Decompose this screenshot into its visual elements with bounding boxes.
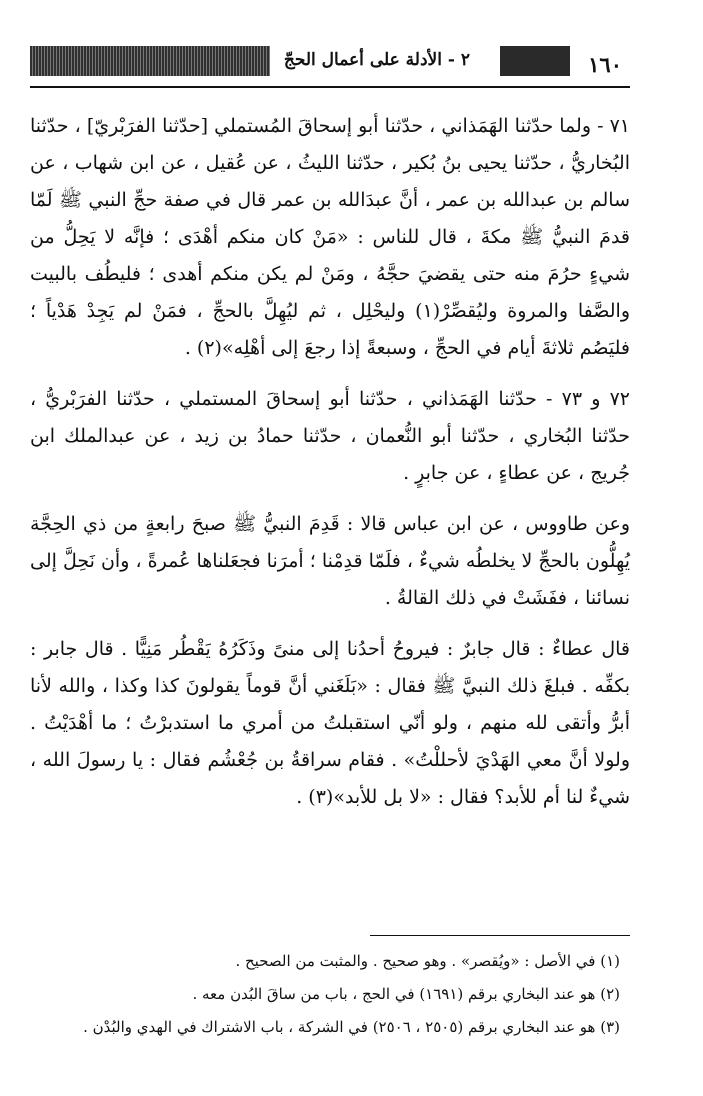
footnote-rule (370, 935, 630, 936)
paragraph-hadith-72-73-isnad: ٧٢ و ٧٣ - حدّثنا الهَمَذاني ، حدّثنا أبو إسحاقَ المستملي ، حدّثنا الفرَبْريُّ ، حدّثنا البُخاري ، حدّثنا أبو النُّعمان ، حدّثنا حمادُ بن زيد ، عن عبدالملك ابن جُريج ، عن عطاءٍ ، عن جابرٍ . (30, 388, 630, 484)
paragraph-tawus: وعن طاووس ، عن ابن عباس قالا : قَدِمَ النبيُّ ﷺ صبحَ رابعةٍ من ذي الحِجَّة يُهِلُّون بالحجِّ لا يخلطُه شيءٌ ، فلَمّا قدِمْنا ؛ أمرَنا فجعَلناها عُمرةً ، وأن نَحِلَّ إلى نسائنا ، ففَشَتْ في ذلك القالةُ . (30, 513, 630, 609)
paragraph-hadith-71: ٧١ - ولما حدّثنا الهَمَذاني ، حدّثنا أبو إسحاقَ المُستملي [حدّثنا الفرَبْريّ] ، حدّثنا البُخاريُّ ، حدّثنا يحيى بنُ بُكير ، حدّثنا الليثُ ، عن عُقيل ، عن ابن شهاب ، عن سالم بن عبدالله بن عمر ، أنَّ عبدَالله بن عمر قال في صفة حجِّ النبي ﷺ لَمّا قدمَ النبيُّ ﷺ مكةَ ، قال للناس : «مَنْ كان منكم أهْدَى ؛ فإنَّه لا يَحِلُّ من شيءٍ حرُمَ منه حتى يقضيَ حجَّهُ ، ومَنْ لم يكن منكم أهدى ؛ فليطُف بالبيت والصَّفا والمروة وليُقصِّرْ(١) وليحْلِل ، ثم ليُهِلَّ بالحجِّ ، فمَنْ لم يَجِدْ هَدْياً ؛ فليَصُم ثلاثةَ أيام في الحجِّ ، وسبعةً إذا رجعَ إلى أهْلِه»(٢) . (30, 115, 630, 359)
footnotes (30, 945, 630, 1044)
footnote-1: (١) في الأصل : «ويُقصر» . وهو صحيح . والمثبت من الصحيح . (235, 952, 620, 970)
header-dark-block (500, 46, 570, 76)
header-decorative-bar (30, 46, 270, 76)
footnote-2: (٢) هو عند البخاري برقم (١٦٩١) في الحج ، باب من ساقَ البُدن معه . (192, 985, 620, 1003)
page-number: ١٦٠ (588, 52, 622, 77)
paragraph-ata: قال عطاءٌ : قال جابرٌ : فيروحُ أحدُنا إلى منىً وذَكَرُهُ يَقْطُر مَنِيًّا . قال جابر : بكفِّه . فبلغَ ذلك النبيَّ ﷺ فقال : «بَلَغَني أنَّ قوماً يقولونَ كذا وكذا ، والله لأنا أبرُّ وأتقى لله منهم ، ولو أنّي استقبلتُ من أمري ما استدبرْتُ ؛ ما أهْدَيْتُ . ولولا أنَّ معي الهَدْيَ لأحللْتُ» . فقام سراقةُ بن جُعْشُم فقال : يا رسولَ الله ، شيءٌ لنا أم للأبد؟ فقال : «لا بل للأبد»(٣) . (30, 638, 630, 808)
main-text (30, 108, 630, 830)
footnote-3: (٣) هو عند البخاري برقم (٢٥٠٥ ، ٢٥٠٦) في الشركة ، باب الاشتراك في الهدي والبُدْن . (83, 1018, 620, 1036)
page-header (30, 42, 630, 84)
running-title: ٢ - الأدلة على أعمال الحجّ (283, 50, 470, 70)
header-rule (30, 86, 630, 88)
